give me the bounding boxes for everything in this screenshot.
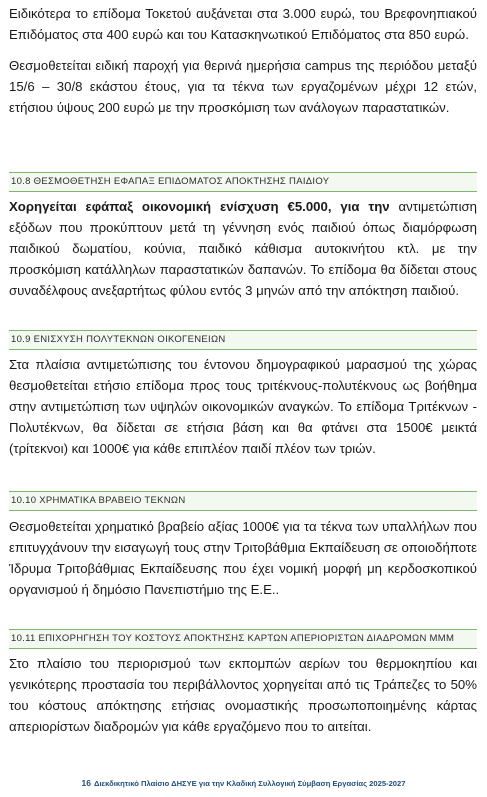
section-body <box>9 196 477 301</box>
section-10-10 <box>9 491 477 600</box>
section-text: αντιμετώπιση εξόδων που προκύπτουν μετά τη γέννηση ενός παιδιού όπως διαμόρφωση παιδικού δωματίου, κούνια, παιδικό κάθισμα αυτοκινήτου κτλ. με την προσκόμιση κατάλληλων παραστατικών δαπανών. Το επίδομα θα δίδεται στους συναδέλφους ανεξαρτήτως φύλου εντός 3 μηνών από την απόκτηση παιδιού. <box>9 199 477 298</box>
section-10-8 <box>9 172 477 301</box>
section-body: Στο πλαίσιο του περιορισμού των εκπομπών αερίων του θερμοκηπίου και γενικότερης προστασία του περιβάλλοντος χορηγείται από τις Τράπεζες το 50% του κόστους απόκτησης ετήσιας ονομαστικής προσωποποιημένης κάρτας απεριορίστων διαδρομών για κάθε εργαζόμενο που το αιτείται. <box>9 656 477 734</box>
section-heading: 10.9 ΕΝΙΣΧΥΣΗ ΠΟΛΥΤΕΚΝΩΝ ΟΙΚΟΓΕΝΕΙΩΝ <box>9 330 477 350</box>
section-body: Θεσμοθετείται χρηματικό βραβείο αξίας 1000€ για τα τέκνα των υπαλλήλων που επιτυγχάνουν την εισαγωγή τους στην Τριτοβάθμια Εκπαίδευση σε οποιοδήποτε Ίδρυμα Τριτοβάθμιας Εκπαίδευσης που έχει νομική μορφή μη κερδοσκοπικού οργανισμού ή δημόσιο Πανεπιστήμιο της Ε.Ε.. <box>9 519 477 597</box>
section-10-11 <box>9 629 477 737</box>
section-10-9 <box>9 330 477 459</box>
section-body: Στα πλαίσια αντιμετώπισης του έντονου δημογραφικού μαρασμού της χώρας θεσμοθετείται ετήσιο επίδομα προς τους τριτέκνους-πολυτέκνους ως βοήθημα στην αντιμετώπιση των υψηλών οικονομικών αναγκών. Το επίδομα Τριτέκνων - Πολυτέκνων, θα δίδεται σε ετήσια βάση και θα φτάνει στα 1500€ μεικτά (τρίτεκνοι) και 1000€ για κάθε επιπλέον παιδί πλέον των τριών. <box>9 357 477 456</box>
section-heading: 10.8 ΘΕΣΜΟΘΕΤΗΣΗ ΕΦΑΠΑΞ ΕΠΙΔΟΜΑΤΟΣ ΑΠΟΚΤΗΣΗΣ ΠΑΙΔΙΟΥ <box>9 172 477 192</box>
intro-paragraph-1: Ειδικότερα το επίδομα Τοκετού αυξάνεται στα 3.000 ευρώ, του Βρεφονηπιακού Επιδόματος στα 400 ευρώ και του Κατασκηνωτικού Επιδόματος στα 850 ευρώ. <box>9 6 477 42</box>
section-heading: 10.11 ΕΠΙΧΟΡΗΓΗΣΗ ΤΟΥ ΚΟΣΤΟΥΣ ΑΠΟΚΤΗΣΗΣ ΚΑΡΤΩΝ ΑΠΕΡΙΟΡΙΣΤΩΝ ΔΙΑΔΡΟΜΩΝ ΜΜΜ <box>9 629 477 649</box>
page-number: 16 <box>81 778 91 788</box>
page-footer <box>0 778 487 788</box>
bold-lead: Χορηγείται εφάπαξ οικονομική ενίσχυση €5.000, για την <box>9 199 390 214</box>
intro-block <box>9 3 477 118</box>
footer-text: Διεκδικητικό Πλαίσιο ΔΗΣΥΕ για την Κλαδική Συλλογική Σύμβαση Εργασίας 2025-2027 <box>93 779 406 788</box>
section-heading: 10.10 ΧΡΗΜΑΤΙΚΑ ΒΡΑΒΕΙΟ ΤΕΚΝΩΝ <box>9 491 477 511</box>
intro-paragraph-2: Θεσμοθετείται ειδική παροχή για θερινά ημερήσια campus της περιόδου μεταξύ 15/6 – 30/8 εκάστου έτους, για τα τέκνα των εργαζομένων μέχρι 12 ετών, ετήσιου ύψους 200 ευρώ με την προσκόμιση των ανάλογων παραστατικών. <box>9 58 477 115</box>
